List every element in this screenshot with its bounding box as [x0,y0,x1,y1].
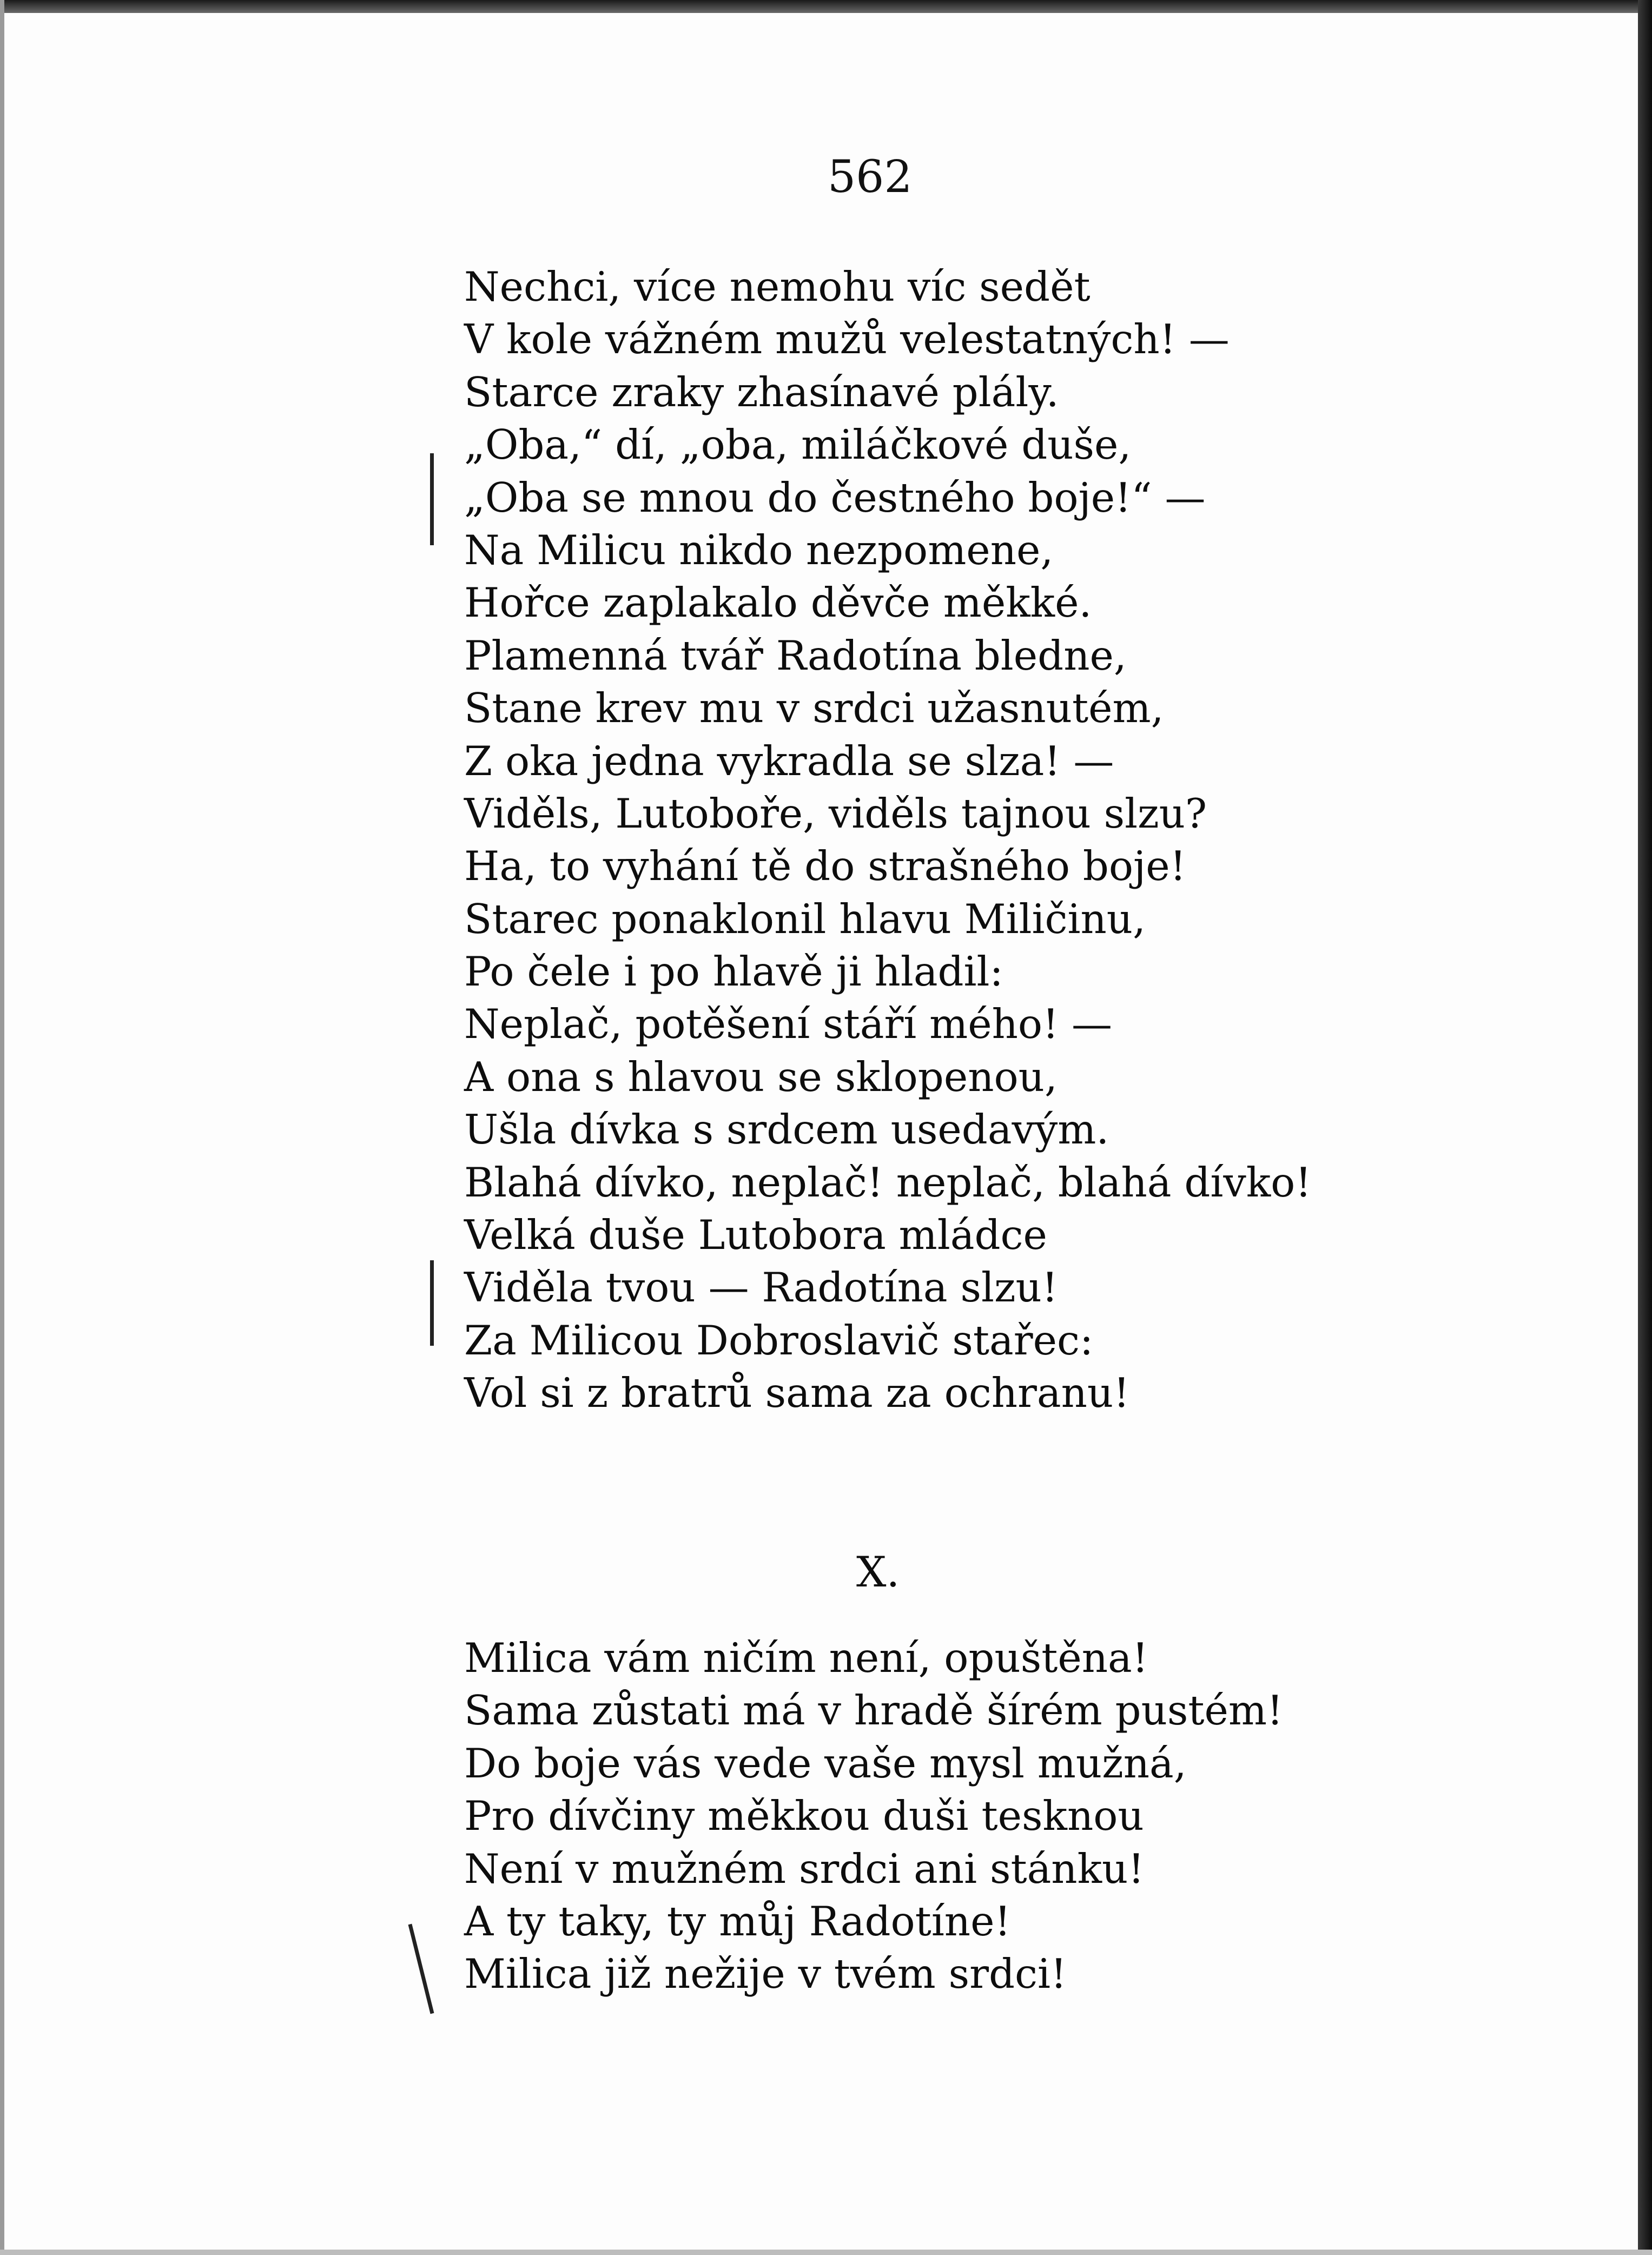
verse-line: Plamenná tvář Radotína bledne, [464,631,1127,679]
verse-line: Ušla dívka s srdcem usedavým. [464,1106,1109,1154]
verse-line: V kole vážném mužů velestatných! — [464,315,1230,363]
verse-line: Hořce zaplakalo děvče měkké. [464,579,1092,627]
verse-line: Není v mužném srdci ani stánku! [464,1844,1145,1893]
verse-line: A ona s hlavou se sklopenou, [464,1053,1058,1101]
verse-line: Neplač, potěšení stáří mého! — [464,1000,1113,1048]
verse-block-1 [464,261,1438,1420]
verse-line: Viděla tvou — Radotína slzu! [464,1264,1058,1312]
scan-edge-bottom [0,2250,1652,2255]
margin-mark [430,1260,434,1346]
scan-edge-right [1638,0,1652,2255]
verse-line: Nechci, více nemohu víc sedět [464,263,1091,310]
verse-line: Vol si z bratrů sama za ochranu! [464,1369,1130,1417]
section-heading: X. [856,1548,900,1597]
verse-line: Starec ponaklonil hlavu Miličinu, [464,895,1146,943]
verse-line: Sama zůstati má v hradě šírém pustém! [464,1687,1284,1735]
verse-line: Blahá dívko, neplač! neplač, blahá dívko! [464,1158,1312,1206]
verse-line: Milica již nežije v tvém srdci! [464,1950,1067,1998]
verse-line: Z oka jedna vykradla se slza! — [464,737,1114,785]
verse-line: Milica vám ničím není, opuštěna! [464,1634,1148,1682]
verse-line: Velká duše Lutobora mládce [464,1211,1047,1259]
verse-line: Ha, to vyhání tě do strašného boje! [464,842,1186,890]
verse-line: Starce zraky zhasínavé plály. [464,368,1059,416]
verse-line: Na Milicu nikdo nezpomene, [464,526,1054,574]
margin-mark [430,453,434,545]
verse-line: Viděls, Lutoboře, viděls tajnou slzu? [464,789,1207,837]
margin-mark [408,1924,434,2014]
scan-edge-top [0,0,1652,13]
verse-line: Za Milicou Dobroslavič stařec: [464,1316,1094,1364]
verse-line: „Oba,“ dí, „oba, miláčkové duše, [464,421,1132,469]
verse-line: Po čele i po hlavě ji hladil: [464,948,1003,996]
verse-line: Do boje vás vede vaše mysl mužná, [464,1739,1187,1787]
verse-line: Pro dívčiny měkkou duši tesknou [464,1792,1144,1840]
verse-line: „Oba se mnou do čestného boje!“ — [464,473,1206,521]
scan-edge-left [0,0,4,2255]
verse-block-2 [464,1632,1438,2001]
verse-line: A ty taky, ty můj Radotíne! [464,1897,1011,1945]
page-number: 562 [828,151,913,203]
verse-line: Stane krev mu v srdci užasnutém, [464,684,1164,732]
